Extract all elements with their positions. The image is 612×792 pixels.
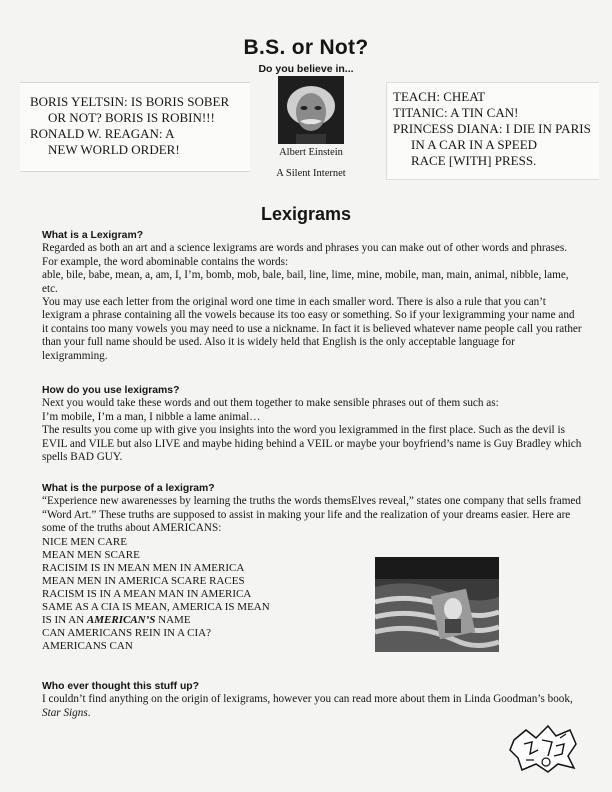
truth-line xyxy=(42,614,372,627)
paragraph xyxy=(42,693,582,720)
left-box-line: RONALD W. REAGAN: A xyxy=(30,126,175,141)
section-heading: Who ever thought this stuff up? xyxy=(42,681,199,692)
truth-line: AMERICANS CAN xyxy=(42,639,133,652)
truth-line: SAME AS A CIA IS MEAN, AMERICA IS MEAN xyxy=(42,600,270,613)
section-purpose xyxy=(42,482,582,653)
truth-line: RACISM IS IN A MEAN MAN IN AMERICA xyxy=(42,587,252,600)
paragraph: I’m mobile, I’m a man, I nibble a lame animal… xyxy=(42,410,261,423)
truth-line: MEAN MEN IN AMERICA SCARE RACES xyxy=(42,574,245,587)
section-heading: What is the purpose of a lexigram? xyxy=(42,483,215,494)
book-title: Star Signs xyxy=(42,706,88,719)
truth-line: CAN AMERICANS REIN IN A CIA? xyxy=(42,626,211,639)
paragraph: You may use each letter from the original word one time in each smaller word. There is also a rule that you can’t lexigram a phrase containing all the vowels because its too easy or something. So if your lexigramming your name and it contains too many vowels you may need to use a nickname. In fact it is believed whatever name people call you rather than your full name should be used. Also it is widely held that English is the only acceptable language for lexigramming. xyxy=(42,296,582,362)
page-title: B.S. or Not? xyxy=(243,36,369,59)
section-origin xyxy=(42,680,582,720)
right-box-line: RACE [WITH] PRESS. xyxy=(411,153,537,168)
paragraph: Regarded as both an art and a science lexigrams are words and phrases you can make out of other words and phrases. For example, the word abominable contains the words: xyxy=(42,242,568,268)
section-heading: What is a Lexigram? xyxy=(42,230,144,241)
section-what-is xyxy=(42,229,582,363)
section-how-use xyxy=(42,384,582,464)
einstein-photo xyxy=(278,76,344,144)
left-box-line: BORIS YELTSIN: IS BORIS SOBER xyxy=(30,94,230,109)
right-box-line: TITANIC: A TIN CAN! xyxy=(393,105,519,120)
lexigram-box-right xyxy=(386,82,599,180)
paragraph: able, bile, babe, mean, a, am, I, I’m, bomb, mob, bale, bail, line, lime, mine, mobile, man, main, animal, nibble, lame, etc. xyxy=(42,269,569,295)
truth-line: MEAN MEN SCARE xyxy=(42,548,140,561)
paragraph: “Experience new awarenesses by learning the truths the words themsElves reveal,” states one company that sells framed “Word Art.” These truths are supposed to assist in making your life and the realization of your dreams easier. Here are some of the truths about AMERICANS: xyxy=(42,495,581,535)
paragraph-end: . xyxy=(87,706,91,719)
truth-emphasis: AMERICAN’S xyxy=(86,613,156,626)
paragraph: Next you would take these words and out them together to make sensible phrases out of them such as: xyxy=(42,397,499,410)
truth-line: RACISIM IS IN MEAN MEN IN AMERICA xyxy=(42,561,245,574)
page-subtitle: Do you believe in... xyxy=(258,63,354,75)
photo-caption: Albert Einstein xyxy=(279,147,343,158)
right-box-line: TEACH: CHEAT xyxy=(393,89,486,104)
lexigram-box-left xyxy=(20,82,250,172)
article-title: Lexigrams xyxy=(260,204,352,224)
truth-suffix: NAME xyxy=(155,613,191,626)
paragraph: The results you come up with give you insights into the word you lexigrammed in the first place. Such as the devil is EVIL and VILE but also LIVE and maybe hiding behind a VEIL or maybe your boyfriend’s name is Guy Bradley which spells BAD GUY. xyxy=(42,424,582,464)
photo-caption-lexigram: A Silent Internet xyxy=(276,168,346,179)
doodle-sketch xyxy=(508,720,582,776)
truth-line: NICE MEN CARE xyxy=(42,535,127,548)
right-box-line: PRINCESS DIANA: I DIE IN PARIS xyxy=(393,121,591,136)
right-box-line: IN A CAR IN A SPEED xyxy=(411,137,538,152)
paragraph-text: I couldn’t find anything on the origin of lexigrams, however you can read more about them in Linda Goodman’s book, xyxy=(42,693,573,706)
flag-photo xyxy=(375,557,499,652)
left-box-line: NEW WORLD ORDER! xyxy=(48,142,180,157)
left-box-line: OR NOT? BORIS IS ROBIN!!! xyxy=(48,110,215,125)
truth-prefix: IS IN AN xyxy=(42,613,87,626)
section-heading: How do you use lexigrams? xyxy=(42,385,180,396)
